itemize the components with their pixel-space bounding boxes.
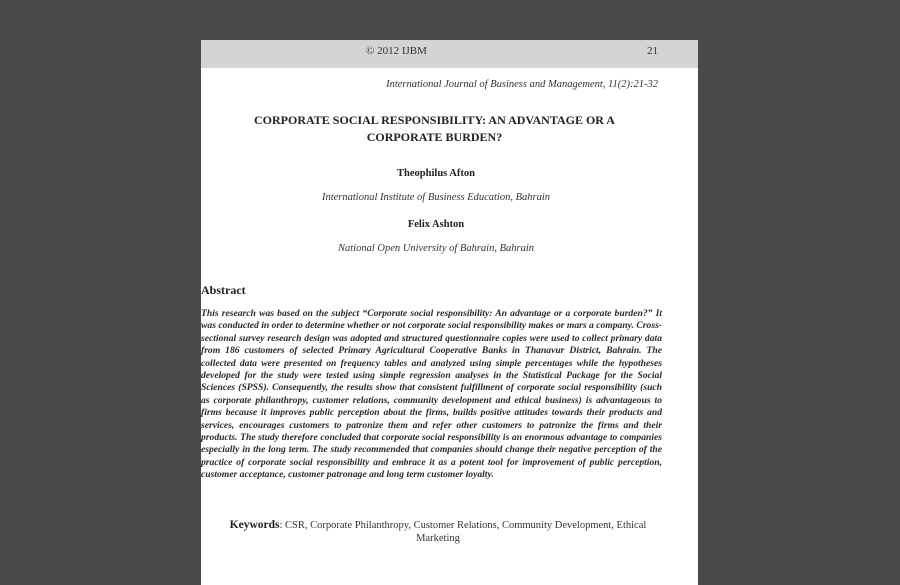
copyright-notice: © 2012 IJBM: [366, 45, 427, 57]
journal-citation: International Journal of Business and Management, 11(2):21-32: [386, 79, 658, 90]
abstract-heading: Abstract: [201, 283, 246, 297]
author-affiliation: International Institute of Business Education, Bahrain: [321, 192, 551, 203]
document-page: [201, 40, 698, 585]
paper-title: CORPORATE SOCIAL RESPONSIBILITY: AN ADVANTAGE OR A CORPORATE BURDEN?: [254, 113, 615, 144]
keywords-list: : CSR, Corporate Philanthropy, Customer Relations, Community Development, Ethical Marketing: [279, 520, 647, 544]
abstract-text: This research was based on the subject “Corporate social responsibility: An advantage or a corporate burden?” It was conducted in order to determine whether or not corporate social responsibility makes or mars a company. Cross-sectional survey research design was adopted and structured questionnaire copies were used to collect primary data from 186 customers of selected Primary Agricultural Cooperative Banks in Thanavur District, Bahrain. The collected data were presented on frequency tables and analyzed using simple percentages while the hypotheses developed for the study were tested using simple regression analyses in the Statistical Package for the Social Sciences (SPSS). Consequently, the results show that consistent fulfillment of corporate social responsibility (such as corporate philanthropy, customer relations, community development and ethical business) is advantageous to firms because it improves public perception about the firms, builds positive attitudes towards their products and services, encourages customers to patronize them and refer other customers to patronize the firms and their products. The study therefore concluded that corporate social responsibility is an enormous advantage to companies especially in the long term. The study recommended that companies should change their negative perception of the practice of corporate social responsibility and embrace it as a potent tool for improvement of public perception, customer acceptance, customer patronage and long term customer loyalty.: [201, 308, 662, 481]
page-number: 21: [647, 45, 658, 57]
keywords-label: Keywords: [229, 519, 280, 531]
keywords: [215, 519, 661, 545]
author-affiliation: National Open University of Bahrain, Bahrain: [338, 243, 534, 254]
author-name: Theophilus Afton: [397, 168, 475, 179]
page-header: [201, 40, 698, 68]
author-name: Felix Ashton: [407, 219, 465, 230]
